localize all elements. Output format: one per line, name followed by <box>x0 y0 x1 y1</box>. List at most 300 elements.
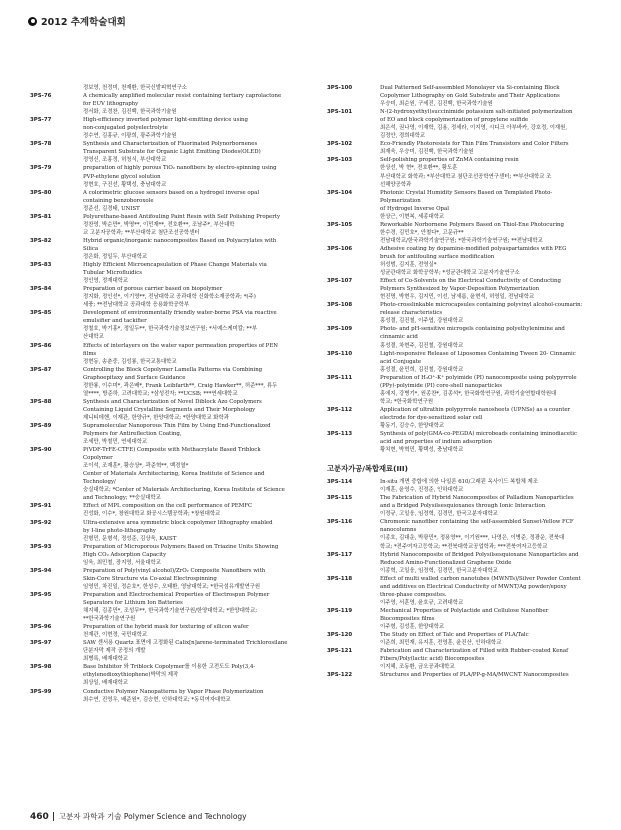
entry-line <box>327 124 589 132</box>
entry-code <box>327 567 380 575</box>
entry-text: release characteristics <box>380 310 443 317</box>
entry-text: Reworkable Norbornene Polymers Based on Thiol-Ene Photocuring <box>380 221 564 228</box>
entry-text: for EUV lithography <box>83 101 139 108</box>
entry-text: Copolymer Lithography on Gold Substrate and Their Applications <box>380 93 560 100</box>
entry-code <box>30 607 83 615</box>
entry-text: 한상근, 이현복, 세종대학교 <box>380 213 445 220</box>
entry-code <box>30 277 83 285</box>
entry-line <box>327 293 589 301</box>
entry-code <box>327 261 380 269</box>
entry-code: 3PS-88 <box>30 398 52 405</box>
entry-text: 단분자막 제작 공정의 개발 <box>83 648 146 655</box>
entry-code: 3PS-114 <box>327 479 353 486</box>
entry-line <box>327 446 589 454</box>
abstract-entry <box>327 430 589 438</box>
entry-line <box>30 132 292 140</box>
entry-line <box>30 430 292 438</box>
entry-code: 3PS-76 <box>30 93 52 100</box>
entry-code: 3PS-93 <box>30 543 52 550</box>
abstract-entry <box>327 647 589 655</box>
entry-line <box>30 631 292 639</box>
entry-text: Application of ultrathin polypyrrole nanosheets (UPNSs) as a counter <box>380 406 571 413</box>
entry-text: Polymers Synthesized by Vapor-Deposition Polymerization <box>380 286 540 293</box>
entry-code <box>30 84 83 92</box>
entry-text: emulsifier and tackifier <box>83 318 147 325</box>
entry-code <box>327 342 380 350</box>
entry-code: 3PS-106 <box>327 245 353 252</box>
entry-line <box>30 390 292 398</box>
entry-code: 3PS-115 <box>327 495 353 502</box>
entry-text: Effect of Co-Solvents on the Electrical Conductivity of Conducting <box>380 278 561 285</box>
entry-code <box>30 156 83 164</box>
entry-text: 학교; *한국화학연구원 <box>380 398 434 405</box>
abstract-entry <box>30 309 292 317</box>
entry-code <box>327 317 380 325</box>
entry-text: and a Bridged Polysilsesquioxanes through Ionic Interaction <box>380 503 546 510</box>
entry-code: 3PS-117 <box>327 551 353 558</box>
entry-code <box>30 510 83 518</box>
entry-code <box>30 108 83 116</box>
entry-text: Polyurethane-based Antifouling Paint Resin with Self Polishing Property <box>83 213 281 220</box>
abstract-entry <box>327 518 589 526</box>
entry-line <box>327 615 589 623</box>
entry-text: 한수경, 김민호*, 안철다*, 고문규** <box>380 229 464 236</box>
entry-line <box>30 655 292 663</box>
entry-code <box>327 366 380 374</box>
entry-code <box>327 358 380 366</box>
entry-text: Hybrid Nanocomposite of Bridged Polysilsesquioxane Nanoparticles and <box>380 551 579 558</box>
entry-line <box>30 317 292 325</box>
entry-text: 정한룡, 이수미*, 곽은배*, Frank Leibfarth**, Craig Hawker**, 허준***, 류두 <box>83 382 278 389</box>
entry-code <box>327 333 380 341</box>
entry-text: 열****, 방준하, 고려대학교; *삼성전자; **UCSB; ***연세대학교 <box>83 390 238 397</box>
entry-text: 한상선, 박 현*, 전호환**, 황도훈 <box>380 165 458 172</box>
entry-code <box>30 430 83 438</box>
entry-line <box>30 406 292 414</box>
entry-text: Preparation and Electrochemical Properties of Electrospun Polymer <box>83 591 270 598</box>
entry-line <box>30 100 292 108</box>
entry-text: SAW 센서용 Quartz 표면에 고정화된 Calix[n]arene-terminated Trichlorosilane <box>83 640 288 647</box>
entry-line <box>327 342 589 350</box>
entry-text: 이재훈, 윤영수, 진정준, 인하대학교 <box>380 487 464 494</box>
entry-text: Highly Efficient Microencapsulation of Phase Change Materials via <box>83 262 267 269</box>
entry-code <box>30 374 83 382</box>
entry-code: 3PS-109 <box>327 326 353 333</box>
entry-text: 이주형, 김성훈, 한양대학교 <box>380 624 445 630</box>
entry-line <box>327 486 589 494</box>
entry-text: Dual Patterned Self-assembled Monolayer via Si-containing Block <box>380 85 560 91</box>
entry-text: Tubular Microfluidics <box>83 270 143 277</box>
abstract-entry <box>30 237 292 253</box>
entry-text: Photonic Crystal Humidity Sensors Based on Templated Photo-Polymerization <box>380 189 553 204</box>
entry-code <box>327 502 380 510</box>
abstract-entry <box>327 494 589 502</box>
entry-line <box>327 92 589 100</box>
entry-line <box>327 366 589 374</box>
entry-text: Preparation of the hybrid mask for texturing of silicon wafer <box>83 624 249 631</box>
right-column <box>327 84 589 679</box>
entry-text: High CO₂ Adsorption Capacity <box>83 551 167 558</box>
entry-text: 현진명, 박현우, 김지민, 이선, 남새롬, 윤현석, 허영일, 전남대학교 <box>380 294 535 301</box>
abstract-entry <box>30 519 292 527</box>
entry-text: 허성범, 김지훈, 전영실* <box>380 262 437 269</box>
entry-text: Conductive Polymer Nanopatterns by Vapor Phase Polymerization <box>83 688 264 695</box>
entry-text: Photo- and pH-sensitive microgels containing polyethylenimine and <box>380 326 565 333</box>
entry-line <box>327 599 589 607</box>
entry-text: 정지화, 정인선*, 이기영**, 전남대학교 공과대학 신화학소재공학과; *(주) <box>83 294 256 301</box>
entry-line <box>30 277 292 285</box>
entry-line <box>30 253 292 261</box>
entry-code <box>30 575 83 583</box>
entry-line <box>30 205 292 213</box>
abstract-entry <box>327 221 589 229</box>
entry-line <box>30 535 292 543</box>
entry-code: 3PS-99 <box>30 688 52 695</box>
entry-code <box>30 551 83 559</box>
entry-line <box>327 559 589 567</box>
abstract-entry <box>30 623 292 631</box>
abstract-entry <box>30 446 292 462</box>
entry-line <box>327 567 589 575</box>
entry-text: 교 고분자공학과; **부산대학교 첨단조선공학센터 <box>83 229 200 236</box>
entry-code <box>30 679 83 687</box>
entry-line <box>30 575 292 583</box>
entry-code: 3PS-108 <box>327 302 353 309</box>
entry-code <box>327 655 380 663</box>
entry-text: Preparation of Poly(vinyl alcohol)/ZrO₂ Composite Nanofibers with <box>83 567 266 574</box>
entry-text: N-(2-hydroxyethyl)succinimide potassium salt-initiated polymerization <box>380 109 573 116</box>
entry-text: ethylenedioxythiophene)박막의 제작 <box>83 672 179 679</box>
entry-code <box>327 486 380 494</box>
entry-code: 3PS-80 <box>30 189 52 196</box>
entry-code: 3PS-77 <box>30 117 52 124</box>
abstract-entry <box>30 688 292 696</box>
entry-line <box>327 502 589 510</box>
abstract-entry <box>327 631 589 639</box>
entry-code: 3PS-105 <box>327 221 353 228</box>
entry-line <box>327 422 589 430</box>
entry-text: 정현호, 구진선, 황택성, 충남대학교 <box>83 181 167 188</box>
entry-text: (PPy)-polyimide (PI) core-shell nanoparticles <box>380 382 503 389</box>
entry-code <box>327 124 380 132</box>
entry-line <box>327 382 589 390</box>
entry-text: Transparent Substrate for Organic Light Emitting Diodes(OLED) <box>83 149 261 156</box>
entry-line <box>30 358 292 366</box>
entry-code: 3PS-96 <box>30 624 52 631</box>
entry-code <box>30 647 83 655</box>
entry-text: 정수연, 김홍규, 이광희, 광주과학기술원 <box>83 133 177 140</box>
entry-text: 임영민, 차진일, 정순호*, 한성수, 오태환, 영남대학교; *한국섬유개발연구원 <box>83 583 261 590</box>
entry-text: and Technology; **숭실대학교 <box>83 495 161 502</box>
abstract-entry <box>327 301 589 309</box>
entry-text: acid and properties of indium adsorption <box>380 439 492 446</box>
entry-text: Fibers/Poly(lactic acid) Biocomposites <box>380 656 485 663</box>
entry-code: 3PS-87 <box>30 366 52 373</box>
entry-text: Preparation of Microporous Polymers Based on Triazine Units Showing <box>83 543 279 550</box>
entry-code <box>30 148 83 156</box>
entry-text: of Hydrogel Inverse Opal <box>380 205 449 212</box>
entry-text: Center of Materials Architecturing, Korea Institute of Science and Technology/ <box>83 471 265 486</box>
entry-line <box>30 374 292 382</box>
entry-code <box>30 494 83 502</box>
entry-text: 정인영, 정재대학교 <box>83 278 129 285</box>
entry-code <box>30 671 83 679</box>
entry-text: 이종혁, 고일웅, 임정혁, 김경민, 한국고분자대학교 <box>380 567 498 574</box>
entry-text: Hybrid organic/inorganic nanocomposites Based on Polyacrylates with Silica <box>83 237 277 252</box>
entry-text: Development of environmentally friendly water-borne PSA via reactive <box>83 310 277 317</box>
abstract-entry <box>30 663 292 671</box>
entry-text: Preparation of H₃O⁺-K⁺ polyimide (PI) nanocomposite using polypyrrole <box>380 374 577 381</box>
entry-text: Ultra-extensive area symmetric block copolymer lithography enabled <box>83 519 273 526</box>
section-entry-list <box>327 478 589 679</box>
entry-text: brush for antifouling surface modification <box>380 253 495 260</box>
entry-line <box>30 486 292 494</box>
entry-code <box>327 173 380 181</box>
entry-code: 3PS-94 <box>30 567 52 574</box>
entry-line <box>327 534 589 542</box>
entry-text: 정준선, 김경태, UNIST <box>83 205 140 212</box>
abstract-entry <box>30 92 292 100</box>
entry-code <box>327 559 380 567</box>
entry-code <box>327 599 380 607</box>
entry-text: 최은석, 권나영, 이재학, 김용, 정세라, 이지영, 시디크 아부바카, 강호정, 이재원, <box>380 125 568 132</box>
entry-code: 3PS-82 <box>30 237 52 244</box>
entry-line <box>30 647 292 655</box>
entry-code <box>327 446 380 454</box>
entry-line <box>30 333 292 341</box>
entry-line <box>327 317 589 325</box>
entry-line <box>327 237 589 245</box>
entry-code <box>327 148 380 156</box>
entry-line <box>327 229 589 237</box>
entry-text: **한국과학기술연구원 <box>83 616 136 623</box>
entry-text: 이준희, 최민재, 유지훈, 전영훈, 윤진산, 인하대학교 <box>380 640 502 647</box>
abstract-entry <box>327 406 589 414</box>
entry-code <box>327 390 380 398</box>
abstract-entry <box>327 671 589 679</box>
entry-text: 학교; *전주여자고등학교; **전북대학교공업학과; ***전북여자고등학교 <box>380 543 548 550</box>
entry-line <box>30 382 292 390</box>
entry-line <box>327 181 589 189</box>
entry-text: Synthesis of poly(GMA-co-PEGDA) microbeads containing iminodiacetic <box>380 431 577 438</box>
entry-code: 3PS-85 <box>30 310 52 317</box>
entry-code <box>30 197 83 205</box>
entry-code <box>327 132 380 140</box>
entry-code <box>327 100 380 108</box>
entry-line <box>327 309 589 317</box>
abstract-entry <box>30 342 292 358</box>
entry-text: Effect of multi walled carbon nanotubes (MWNTs)/Silver Powder Content <box>380 575 581 582</box>
entry-text: Polymers for Antireflection Coating, <box>83 431 182 438</box>
entry-line <box>327 132 589 140</box>
entry-text: Chromonic nanofiber containing the self-assembled Sunset-Yellow FCF <box>380 519 574 526</box>
entry-line <box>327 116 589 124</box>
entry-code <box>30 615 83 623</box>
entry-line <box>30 181 292 189</box>
entry-text: Skin-Core Structure via Co-axial Electrospinning <box>83 575 217 582</box>
entry-line <box>327 100 589 108</box>
entry-text: Structures and Properties of PLA/PP-g-MA/MWCNT Nanocomposites <box>380 672 569 679</box>
entry-code: 3PS-81 <box>30 213 52 220</box>
entry-text: 이지혜, 조동환, 금오공과대학교 <box>380 664 455 671</box>
entry-code <box>30 631 83 639</box>
entry-text: 조이석, 조재훈*, 황승상*, 곽준혁**, 백경열* <box>83 463 189 470</box>
entry-line <box>30 583 292 591</box>
entry-text: Adhesive coating by dopamine-modified polyaspartamides with PEG <box>380 245 567 252</box>
entry-text: of EO and block copolymerization of propylene sulfide <box>380 117 529 124</box>
entry-line <box>327 583 589 591</box>
entry-text: 최수연, 진영우, 배준원*, 김승현, 인하대학교; *동덕여자대학교 <box>83 696 231 703</box>
abstract-entry <box>30 261 292 269</box>
entry-code <box>327 213 380 221</box>
entry-code <box>30 124 83 132</box>
entry-code <box>30 462 83 470</box>
entry-text: In-situ 개면 중합에 의한 나일론 610/그래핀 옥사이드 복합체 제조 <box>380 479 538 486</box>
entry-line <box>327 623 589 631</box>
entry-code <box>30 438 83 446</box>
entry-line <box>327 285 589 293</box>
entry-code <box>30 655 83 663</box>
entry-code: 3PS-101 <box>327 109 353 116</box>
entry-text: Graphoepitaxy and Surface Guidance <box>83 374 186 381</box>
entry-text: 김정안, 경희대학교 <box>380 133 426 140</box>
entry-text: Containing Liquid Crystalline Segments and Their Morphology <box>83 406 256 413</box>
abstract-entry <box>30 398 292 406</box>
entry-line <box>327 510 589 518</box>
abstract-entry <box>30 189 292 197</box>
page-footer <box>30 811 247 822</box>
entry-code: 3PS-116 <box>327 519 353 526</box>
entry-text: 최상일, 배재대학교 <box>83 680 129 687</box>
entry-line <box>327 526 589 534</box>
entry-text: 조세만, 박철민, 연세대학교 <box>83 439 148 446</box>
entry-code: 3PS-122 <box>327 672 353 679</box>
entry-code: 3PS-97 <box>30 640 52 647</box>
abstract-entry <box>30 639 292 647</box>
entry-line <box>327 269 589 277</box>
entry-code <box>30 173 83 181</box>
entry-line <box>30 414 292 422</box>
entry-text: Fabrication and Characterization of Filled with Rubber-coated Kenaf <box>380 648 569 655</box>
entry-code <box>327 164 380 172</box>
entry-text: non-conjugated polyelectrolyte <box>83 125 168 132</box>
entry-code <box>30 390 83 398</box>
entry-line <box>327 591 589 599</box>
entry-code <box>30 132 83 140</box>
entry-line <box>30 197 292 205</box>
entry-code <box>327 237 380 245</box>
entry-line <box>30 527 292 535</box>
entry-line <box>30 84 292 92</box>
entry-code <box>30 317 83 325</box>
entry-line <box>30 156 292 164</box>
entry-line <box>327 655 589 663</box>
entry-code <box>30 100 83 108</box>
entry-text: 황동기, 김승수, 한양대학교 <box>380 422 445 429</box>
entry-code: 3PS-92 <box>30 519 52 526</box>
entry-line <box>30 599 292 607</box>
entry-code <box>327 398 380 406</box>
entry-line <box>30 301 292 309</box>
entry-code: 3PS-113 <box>327 431 353 438</box>
entry-code <box>30 301 83 309</box>
entry-text: electrode for dye-sensitized solar cell <box>380 414 483 421</box>
entry-text: 이정규, 고일웅, 임정혁, 김경민, 한국고분자대학교 <box>380 511 498 518</box>
entry-text: A colorimetric glucose sensors based on a hydrogel inverse opal <box>83 189 260 196</box>
entry-code: 3PS-120 <box>327 632 353 639</box>
abstract-entry <box>327 478 589 486</box>
entry-code <box>30 583 83 591</box>
entry-code: 3PS-107 <box>327 278 353 285</box>
entry-text: Light-responsive Release of Liposomes Containing Tween 20- Cinnamic <box>380 350 576 357</box>
entry-line <box>30 108 292 116</box>
entry-code: 3PS-118 <box>327 575 353 582</box>
entry-text: 산대학교 <box>83 334 104 341</box>
entry-code: 3PS-95 <box>30 591 52 598</box>
entry-code: 3PS-91 <box>30 503 52 510</box>
entry-code <box>327 526 380 534</box>
entry-code <box>30 696 83 704</box>
abstract-entry <box>30 502 292 510</box>
entry-code: 3PS-110 <box>327 350 353 357</box>
entry-text: 정찬영, 박순만*, 박명**, 이민재**, 전호환**, 조남주*, 부산대학 <box>83 221 235 228</box>
entry-text: 정보영, 천정미, 천재환, 한국신발피혁연구소 <box>83 85 188 91</box>
entry-text: 최병록, 배재대학교 <box>83 656 129 663</box>
entry-text: A chemically amplified molecular resist containing tertiary caprolactone <box>83 93 282 100</box>
entry-text: 정은화, 정일두, 부산대학교 <box>83 253 148 260</box>
entry-line <box>327 358 589 366</box>
right-entry-list <box>327 84 589 454</box>
entry-code <box>30 486 83 494</box>
abstract-entry <box>30 567 292 575</box>
entry-code <box>327 583 380 591</box>
entry-code: 3PS-98 <box>30 664 52 671</box>
entry-code <box>327 438 380 446</box>
entry-text: and additives on Electrical Conductivity of MWNT/Ag powder/epoxy <box>380 583 567 590</box>
abstract-entry <box>327 551 589 559</box>
entry-text: 부산대학교 화학과; *부산대학교 첨단조선공학연구센터; **부산대학교 조 <box>380 173 552 180</box>
entry-code <box>30 559 83 567</box>
entry-text: 세풍; **전남대학교 공과대학 응용화학공학부 <box>83 302 190 309</box>
entry-code <box>30 358 83 366</box>
page-header <box>28 13 126 29</box>
entry-text: Synthesis and Characterization of Fluorinated Polynorbornenes <box>83 141 258 148</box>
entry-code <box>327 253 380 261</box>
entry-code: 3PS-112 <box>327 406 353 413</box>
entry-code: 3PS-119 <box>327 607 353 614</box>
entry-code <box>30 333 83 341</box>
entry-text: 최재욱, 우승미, 김진백, 한국과학기술원 <box>380 149 474 156</box>
entry-code <box>327 510 380 518</box>
journal-name: 고분자 과학과 기술 Polymer Science and Technology <box>58 812 247 821</box>
entry-text: Mechanical Properties of Polylactide and Cellulose Nanofiber <box>380 607 549 614</box>
entry-line <box>327 390 589 398</box>
entry-line <box>30 494 292 502</box>
entry-code <box>327 639 380 647</box>
entry-code <box>327 269 380 277</box>
entry-text: Synthesis and Characterization of Novel Diblock Azo Copolymers <box>83 398 262 405</box>
abstract-entry <box>30 213 292 221</box>
entry-code <box>30 406 83 414</box>
entry-code <box>30 253 83 261</box>
footer-divider <box>53 812 54 821</box>
entry-text: 홍성결, 차현주, 김진철, 강원대학교 <box>380 342 464 349</box>
abstract-entry <box>327 607 589 615</box>
entry-text: Biocomposites films <box>380 615 435 622</box>
entry-line <box>327 543 589 551</box>
entry-code <box>327 534 380 542</box>
abstract-entry <box>327 140 589 148</box>
